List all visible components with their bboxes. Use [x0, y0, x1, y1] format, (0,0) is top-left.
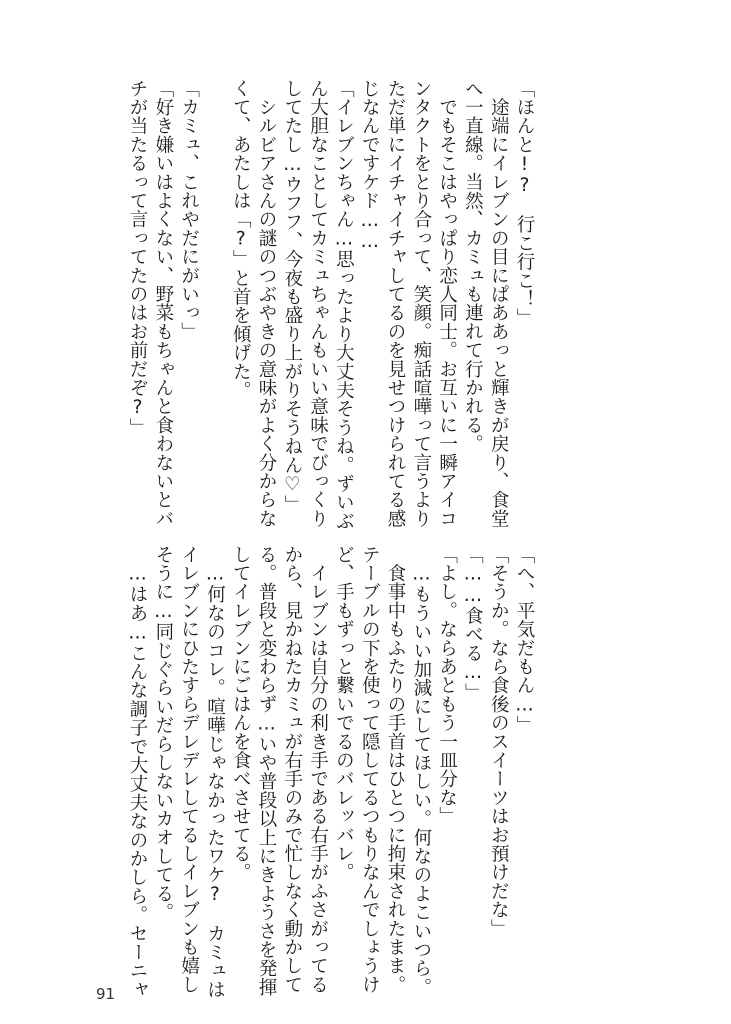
text-column: 「イレブンちゃん…思ったより大丈夫そうね。ずいぶ	[333, 79, 355, 531]
text-column: …何なのコレ。喧嘩じゃなかったワケ? カミュは	[204, 545, 226, 999]
text-column: チが当たるって言ってたのはお前だぞ?」	[127, 79, 149, 437]
text-column: くて、あたしは「?」と首を傾げた。	[230, 79, 252, 400]
text-column: してたし…ウフフ、今夜も盛り上がりそうねん♡」	[281, 79, 303, 515]
text-column: から、見かねたカミュが右手のみで忙しなく動かして	[281, 545, 303, 994]
text-column: …もういい加減にしてほしい。何なのよこいつら。	[410, 545, 432, 997]
text-column: 「へ、平気だもん…」	[514, 545, 535, 735]
text-column: へ一直線。当然、カミュも連れて行かれる。	[462, 79, 484, 453]
text-column: 「……食べる…」	[462, 545, 484, 703]
blank-column	[204, 79, 226, 519]
text-column: 途端にイレブンの目にぱああっと輝きが戻り、食堂	[488, 79, 510, 528]
text-column: 食事中もふたりの手首はひとつに拘束されたまま。	[385, 545, 407, 994]
text-column: 「よし。ならあともう一皿分な」	[436, 545, 458, 826]
text-column: してイレブンにごはんを食べさせてる。	[230, 545, 252, 882]
text-column: イレブンは自分の利き手である右手がふさがってる	[307, 545, 329, 994]
text-column: 「ほんと!? 行こ行こ！」	[514, 79, 535, 328]
text-column: そうに…同じぐらいだらしないカオしてる。	[152, 545, 174, 922]
text-column: ただ単にイチャイチャしてるのを見せつけられてる感	[385, 79, 407, 528]
text-column: 「好き嫌いはよくない、野菜もちゃんと食わないとバ	[152, 79, 174, 528]
text-column: イレブンにひたすらデレデレしてるしイレブンも嬉し	[178, 545, 200, 994]
text-column: …はあ…こんな調子で大丈夫なのかしら。セーニャ	[127, 545, 149, 999]
text-column: 「そうか。なら食後のスイーツはお預けだな」	[488, 545, 510, 938]
text-column: シルビアさんの謎のつぶやきの意味がよく分からな	[256, 79, 278, 528]
page-number: 91	[96, 985, 116, 1003]
text-column: でもそこはやっぱり恋人同士。お互いに一瞬アイコ	[436, 79, 458, 528]
lower-text-block	[126, 545, 535, 999]
text-column: ど、手もずっと繋いでるのバレッバレ。	[333, 545, 355, 882]
text-column: る。普段と変わらず…いや普段以上にきようさを発揮	[256, 545, 278, 997]
upper-text-block	[126, 79, 535, 531]
text-column: 「カミュ、これやだにがいっ」	[178, 79, 200, 341]
text-column: ンタクトをとり合って、笑顔。痴話喧嘩って言うより	[410, 79, 432, 528]
text-column: じなんですケド……	[359, 79, 381, 253]
text-column: ん大胆なことしてカミュちゃんもいい意味でびっくり	[307, 79, 329, 528]
text-column: テーブルの下を使って隠してるつもりなんでしょうけ	[359, 545, 381, 994]
